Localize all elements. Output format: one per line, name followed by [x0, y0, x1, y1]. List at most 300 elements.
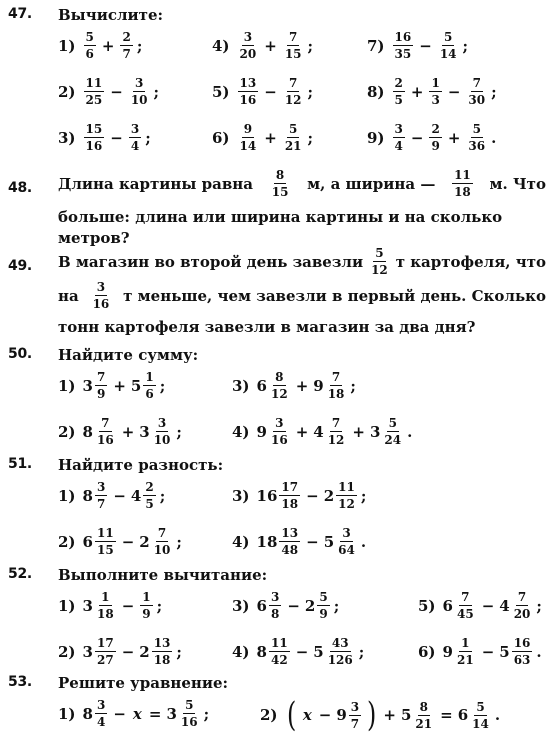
- item-label: 4): [232, 642, 250, 661]
- fraction: [270, 168, 291, 199]
- numerator: 3: [394, 122, 403, 136]
- punctuation: ;: [358, 642, 365, 661]
- problem-number-47: 47.: [8, 6, 32, 22]
- numerator: 1: [145, 370, 154, 384]
- equation-53-2: [260, 695, 501, 735]
- denominator: 12: [371, 263, 388, 277]
- operator: +: [113, 376, 126, 395]
- punctuation: ;: [145, 128, 151, 147]
- numerator: 7: [157, 526, 167, 540]
- problem-number-51: 51.: [8, 456, 32, 472]
- operator: −: [295, 642, 309, 661]
- denominator: 21: [284, 139, 302, 153]
- numerator: 16: [394, 30, 412, 44]
- fraction: [269, 590, 281, 621]
- whole-part: 5: [499, 642, 510, 661]
- fraction: [95, 526, 116, 557]
- numerator: 7: [517, 590, 527, 604]
- numerator: 7: [461, 590, 470, 604]
- denominator: 16: [85, 139, 103, 153]
- whole-part: 6: [256, 376, 267, 395]
- problem-number-48: 48.: [8, 180, 32, 196]
- numerator: 3: [96, 280, 106, 294]
- numerator: 5: [85, 30, 94, 44]
- whole-part: 3: [369, 422, 381, 441]
- punctuation: ;: [307, 82, 314, 101]
- numerator: 15: [85, 122, 103, 136]
- punctuation: .: [491, 128, 497, 147]
- punctuation: ;: [176, 532, 182, 551]
- problem-number-52: 52.: [8, 566, 32, 582]
- item-label: 6): [418, 642, 436, 661]
- item-label: 2): [260, 706, 278, 724]
- item-label: 4): [212, 36, 230, 55]
- denominator: 9: [142, 607, 151, 621]
- operator: −: [113, 486, 126, 505]
- denominator: 18: [281, 497, 299, 511]
- punctuation: .: [407, 422, 413, 441]
- text-segment: м. Что: [489, 174, 546, 193]
- mixed-number: [131, 370, 157, 401]
- operator: −: [113, 704, 126, 723]
- expression-50-4: [232, 416, 412, 447]
- denominator: 15: [284, 47, 302, 61]
- punctuation: ;: [136, 36, 143, 55]
- mixed-number: [370, 416, 404, 447]
- mixed-number: [131, 480, 157, 511]
- numerator: 2: [431, 122, 440, 136]
- denominator: 20: [513, 607, 531, 621]
- punctuation: ;: [203, 704, 210, 723]
- fraction: [429, 76, 441, 107]
- fraction: [95, 370, 107, 401]
- fraction: [466, 122, 487, 153]
- numerator: 8: [419, 699, 428, 714]
- item-label: 3): [58, 128, 76, 147]
- mixed-number: [257, 636, 291, 667]
- numerator: 13: [281, 526, 299, 540]
- expression-52-2: [58, 636, 182, 667]
- mixed-number: [458, 700, 492, 731]
- problem-number-50: 50.: [8, 346, 32, 362]
- numerator: 17: [96, 636, 114, 650]
- punctuation: ;: [176, 642, 182, 661]
- numerator: 5: [375, 246, 384, 260]
- fraction: [326, 416, 347, 447]
- numerator: 9: [243, 122, 253, 136]
- whole-part: 8: [82, 486, 93, 505]
- mixed-number: [139, 526, 173, 557]
- denominator: 7: [350, 716, 360, 731]
- operator: −: [110, 128, 123, 147]
- mixed-number: [324, 526, 358, 557]
- denominator: 18: [96, 607, 114, 621]
- operator: −: [306, 532, 319, 551]
- fraction: [238, 30, 259, 61]
- numerator: 3: [275, 416, 284, 430]
- fraction: [95, 416, 116, 447]
- punctuation: ;: [156, 596, 163, 615]
- numerator: 1: [142, 590, 151, 604]
- mixed-number: [336, 700, 362, 731]
- numerator: 16: [513, 636, 531, 650]
- numerator: 3: [130, 122, 140, 136]
- fraction: [152, 416, 173, 447]
- fraction: [393, 76, 405, 107]
- denominator: 10: [153, 433, 171, 447]
- whole-part: 5: [400, 706, 412, 724]
- numerator: 5: [444, 30, 453, 44]
- numerator: 8: [275, 168, 285, 182]
- numerator: 17: [281, 480, 299, 494]
- denominator: 4: [96, 715, 106, 729]
- numerator: 11: [96, 526, 114, 540]
- operator: −: [481, 596, 495, 615]
- punctuation: .: [494, 706, 501, 724]
- mixed-number: [401, 700, 435, 731]
- fraction: [283, 122, 304, 153]
- denominator: 6: [145, 387, 154, 401]
- numerator: 43: [331, 636, 349, 650]
- punctuation: .: [360, 532, 367, 551]
- denominator: 12: [338, 497, 355, 511]
- mixed-number: [83, 416, 117, 447]
- fraction: [283, 76, 304, 107]
- denominator: 18: [454, 185, 471, 199]
- text-segment: Длина картины равна: [58, 174, 253, 193]
- expression-47-8: [367, 76, 497, 107]
- operator: −: [121, 642, 135, 661]
- fraction: [84, 122, 105, 153]
- expression-47-3: [58, 122, 151, 153]
- denominator: 16: [96, 433, 114, 447]
- punctuation: ;: [159, 486, 166, 505]
- punctuation: ;: [153, 82, 160, 101]
- denominator: 24: [384, 433, 402, 447]
- denominator: 45: [456, 607, 474, 621]
- problem-number-53: 53.: [8, 674, 32, 690]
- mixed-number: [313, 416, 347, 447]
- fraction: [438, 30, 459, 61]
- whole-part: 3: [82, 376, 93, 395]
- punctuation: ;: [307, 128, 314, 147]
- problem-title-47: Вычислите:: [58, 6, 164, 24]
- expression-52-3: [232, 590, 339, 621]
- operator: −: [447, 82, 461, 101]
- denominator: 10: [153, 543, 171, 557]
- whole-part: 8: [82, 422, 93, 441]
- parenthesis: ): [367, 695, 377, 735]
- mixed-number: [83, 526, 117, 557]
- numerator: 3: [135, 76, 144, 90]
- problem-48-line-1: [58, 168, 546, 199]
- denominator: 4: [130, 139, 140, 153]
- numerator: 13: [153, 636, 171, 650]
- expression-47-7: [367, 30, 468, 61]
- mixed-number: [139, 636, 173, 667]
- expression-50-1: [58, 370, 165, 401]
- denominator: 42: [270, 653, 288, 667]
- text-segment: т меньше, чем завезли в первый день. Сколько: [123, 286, 546, 305]
- problem-title-51: Найдите разность:: [58, 456, 224, 474]
- problem-49-line-3: тонн картофеля завезли в магазин за два дня?: [58, 318, 476, 336]
- fraction: [84, 30, 96, 61]
- mixed-number: [257, 370, 291, 401]
- whole-part: 2: [139, 532, 150, 551]
- operator: =: [148, 704, 162, 723]
- problem-title-50: Найдите сумму:: [58, 346, 199, 364]
- denominator: 10: [130, 93, 148, 107]
- mixed-number: [305, 590, 331, 621]
- fraction: [455, 590, 476, 621]
- mixed-number: [139, 416, 173, 447]
- numerator: 1: [101, 590, 110, 604]
- fraction: [152, 526, 173, 557]
- fraction: [129, 122, 141, 153]
- fraction: [336, 480, 357, 511]
- item-label: 2): [58, 532, 76, 551]
- fraction: [470, 700, 491, 731]
- problem-48-line-3: метров?: [58, 229, 130, 247]
- expression-51-3: [232, 480, 366, 511]
- operator: −: [121, 532, 135, 551]
- whole-part: 9: [313, 376, 324, 395]
- mixed-number: [499, 590, 533, 621]
- expression-47-9: [367, 122, 496, 153]
- denominator: 14: [472, 716, 489, 731]
- whole-part: 9: [256, 422, 267, 441]
- punctuation: .: [536, 642, 542, 661]
- fraction: [140, 590, 152, 621]
- numerator: 7: [289, 76, 298, 90]
- denominator: 16: [270, 433, 288, 447]
- denominator: 15: [96, 543, 114, 557]
- parenthesis: (: [286, 695, 296, 735]
- mixed-number: [257, 416, 291, 447]
- item-label: 2): [58, 642, 76, 661]
- variable: x: [132, 704, 142, 723]
- fraction: [349, 700, 361, 731]
- problem-number-49: 49.: [8, 258, 32, 274]
- expression-51-4: [232, 526, 366, 557]
- item-label: 5): [212, 82, 230, 101]
- denominator: 16: [239, 93, 257, 107]
- numerator: 3: [96, 698, 106, 712]
- fraction: [336, 526, 357, 557]
- whole-part: 6: [82, 532, 93, 551]
- denominator: 6: [85, 47, 94, 61]
- operator: −: [419, 36, 432, 55]
- numerator: 1: [461, 636, 470, 650]
- denominator: 63: [513, 653, 531, 667]
- whole-part: 8: [82, 704, 93, 723]
- numerator: 5: [289, 122, 298, 136]
- fraction: [512, 590, 533, 621]
- fraction: [84, 76, 105, 107]
- denominator: 4: [394, 139, 403, 153]
- expression-51-2: [58, 526, 182, 557]
- operator: −: [306, 486, 319, 505]
- fraction: [179, 698, 200, 729]
- mixed-number: [166, 698, 200, 729]
- expression-47-2: [58, 76, 159, 107]
- whole-part: 2: [304, 596, 316, 615]
- punctuation: ;: [491, 82, 497, 101]
- fraction: [152, 636, 173, 667]
- item-label: 3): [232, 596, 250, 615]
- numerator: 5: [185, 698, 194, 712]
- item-label: 1): [58, 486, 76, 505]
- whole-part: 5: [323, 532, 335, 551]
- denominator: 9: [431, 139, 440, 153]
- expression-47-4: [212, 30, 313, 61]
- denominator: 64: [338, 543, 355, 557]
- numerator: 3: [157, 416, 167, 430]
- numerator: 5: [472, 122, 481, 136]
- whole-part: 6: [256, 596, 267, 615]
- fraction: [466, 76, 487, 107]
- mixed-number: [324, 480, 358, 511]
- numerator: 7: [472, 76, 481, 90]
- denominator: 14: [439, 47, 457, 61]
- expression-52-5: [418, 590, 542, 621]
- whole-part: 8: [256, 642, 267, 661]
- operator: −: [481, 642, 495, 661]
- whole-part: 3: [82, 596, 93, 615]
- numerator: 1: [431, 76, 440, 90]
- item-label: 4): [232, 532, 250, 551]
- fraction: [455, 636, 476, 667]
- numerator: 7: [331, 370, 341, 384]
- denominator: 7: [96, 497, 106, 511]
- fraction: [279, 526, 300, 557]
- problem-49-line-1: [58, 246, 546, 277]
- punctuation: ;: [307, 36, 314, 55]
- whole-part: 18: [256, 532, 278, 551]
- operator: +: [352, 422, 365, 441]
- whole-part: 9: [442, 642, 453, 661]
- fraction: [279, 480, 300, 511]
- fraction: [512, 636, 533, 667]
- fraction: [269, 636, 290, 667]
- item-label: 1): [58, 596, 76, 615]
- item-label: 6): [212, 128, 230, 147]
- denominator: 30: [468, 93, 486, 107]
- whole-part: 3: [82, 642, 93, 661]
- problem-title-53: Решите уравнение:: [58, 674, 229, 692]
- problem-49-line-2: [58, 280, 546, 311]
- whole-part: 2: [323, 486, 335, 505]
- denominator: 16: [92, 297, 110, 311]
- numerator: 2: [145, 480, 154, 494]
- operator: −: [264, 82, 277, 101]
- mixed-number: [443, 590, 477, 621]
- mixed-number: [257, 480, 302, 511]
- denominator: 48: [281, 543, 299, 557]
- denominator: 12: [327, 433, 345, 447]
- expression-50-3: [232, 370, 356, 401]
- denominator: 16: [180, 715, 198, 729]
- fraction: [95, 636, 116, 667]
- item-label: 2): [58, 422, 76, 441]
- operator: −: [318, 706, 332, 724]
- punctuation: ;: [159, 376, 166, 395]
- whole-part: 4: [130, 486, 142, 505]
- fraction: [393, 30, 414, 61]
- text-segment: на: [58, 286, 79, 305]
- denominator: 12: [284, 93, 302, 107]
- numerator: 3: [243, 30, 253, 44]
- item-label: 1): [58, 704, 76, 723]
- numerator: 2: [394, 76, 403, 90]
- operator: −: [410, 128, 424, 147]
- numerator: 3: [270, 590, 280, 604]
- numerator: 11: [85, 76, 103, 90]
- whole-part: 4: [313, 422, 324, 441]
- whole-part: 5: [313, 642, 324, 661]
- fraction: [317, 590, 329, 621]
- punctuation: ;: [360, 486, 367, 505]
- fraction: [393, 122, 405, 153]
- whole-part: 9: [336, 706, 347, 724]
- denominator: 18: [153, 653, 171, 667]
- numerator: 11: [338, 480, 355, 494]
- numerator: 5: [476, 699, 485, 714]
- whole-part: 6: [442, 596, 453, 615]
- fraction: [95, 590, 116, 621]
- mixed-number: [83, 698, 109, 729]
- operator: +: [101, 36, 115, 55]
- fraction: [269, 370, 290, 401]
- denominator: 9: [319, 607, 328, 621]
- denominator: 15: [271, 185, 289, 199]
- expression-52-4: [232, 636, 364, 667]
- whole-part: 2: [139, 642, 150, 661]
- operator: +: [447, 128, 461, 147]
- text-segment: т картофеля, что: [395, 252, 546, 271]
- problem-48-line-2: больше: длина или ширина картины и на сколько: [58, 208, 503, 226]
- denominator: 21: [415, 716, 433, 731]
- fraction: [452, 168, 473, 199]
- denominator: 9: [96, 387, 106, 401]
- denominator: 20: [239, 47, 257, 61]
- fraction: [382, 416, 403, 447]
- denominator: 36: [468, 139, 486, 153]
- fraction: [429, 122, 441, 153]
- mixed-number: [313, 636, 356, 667]
- operator: −: [287, 596, 300, 615]
- denominator: 14: [239, 139, 257, 153]
- numerator: 3: [96, 480, 106, 494]
- item-label: 2): [58, 82, 76, 101]
- numerator: 11: [454, 168, 471, 182]
- expression-47-6: [212, 122, 313, 153]
- whole-part: 4: [499, 596, 510, 615]
- fraction: [413, 700, 434, 731]
- item-label: 1): [58, 376, 76, 395]
- whole-part: 3: [139, 422, 150, 441]
- fraction: [326, 370, 347, 401]
- operator: +: [383, 706, 396, 724]
- mixed-number: [257, 590, 283, 621]
- whole-part: 16: [256, 486, 278, 505]
- operator: +: [295, 376, 309, 395]
- whole-part: 5: [130, 376, 142, 395]
- fraction: [283, 30, 304, 61]
- fraction: [238, 122, 259, 153]
- expression-52-6: [418, 636, 542, 667]
- fraction: [269, 416, 290, 447]
